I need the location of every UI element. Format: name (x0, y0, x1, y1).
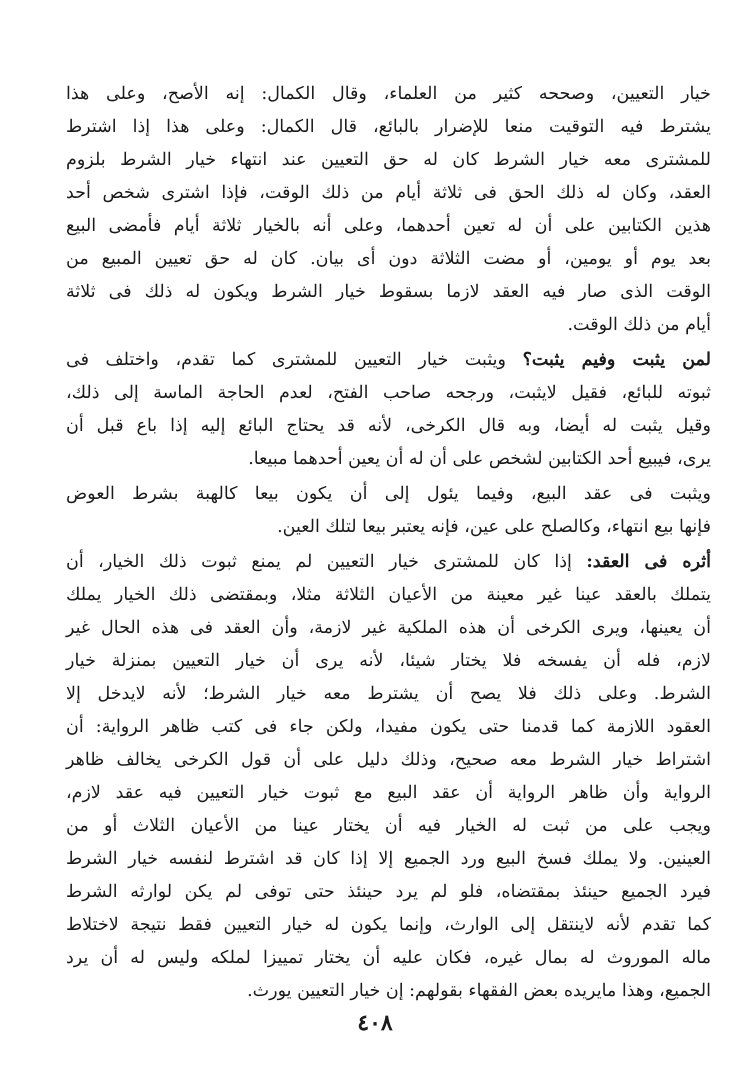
paragraph-lead: لمن يثبت وفيم يثبت؟ (522, 350, 712, 370)
text-line: الشرط. وعلى ذلك فلا يصح أن يشترط معه خيار الشرط؛ لأنه لايدخل إلا (66, 684, 711, 704)
text-line: لازم، فله أن يفسخه فلا يختار شيئا، لأنه يرى أن خيار التعيين بمنزلة خيار (66, 651, 711, 671)
text-line: الرواية وأن ظاهر الرواية أن عقد البيع مع ثبوت خيار التعيين فيه عقد لازم، (66, 783, 711, 803)
text-line (66, 344, 711, 377)
text-line: ثبوته للبائع، فقيل لايثبت، ورجحه صاحب الفتح، لعدم الحاجة الماسة إلى ذلك، (66, 383, 711, 403)
text-line: يتملك بالعقد عينا غير معينة من الأعيان الثلاثة مثلا، وبمقتضى ذلك الخيار يملك (66, 585, 711, 605)
text-line: خيار التعيين، وصححه كثير من العلماء، وقال الكمال: إنه الأصح، وعلى هذا (66, 84, 711, 104)
text-line: ماله الموروث له بمال غيره، فكان عليه أن يختار تمييزا لملكه وليس له أن يرد (66, 948, 711, 968)
text-line: الجميع، وهذا مايريده بعض الفقهاء بقولهم: إن خيار التعيين يورث. (247, 981, 711, 1001)
text-line: هذين الكتابين على أن له تعين أحدهما، وعلى أنه بالخيار ثلاثة أيام فأمضى البيع (66, 216, 711, 236)
text-line: يشترط فيه التوقيت منعا للإضرار بالبائع، قال الكمال: وعلى هذا إذا اشترط (66, 117, 711, 137)
text-line: العقد، وكان له ذلك الحق فى ثلاثة أيام من ذلك الوقت، فإذا اشترى شخص أحد (66, 183, 711, 203)
text-line: فإنها بيع انتهاء، وكالصلح على عين، فإنه يعتبر بيعا لتلك العين. (277, 517, 711, 537)
text-line: فيرد الجميع حينئذ بمقتضاه، فلو لم يرد حينئذ حتى توفى لم يكن لوارثه الشرط (66, 882, 711, 902)
paragraph-1 (66, 78, 711, 342)
text-line-rest: ويثبت خيار التعيين للمشترى كما تقدم، واختلف فى (66, 350, 523, 370)
text-line: العقود اللازمة كما قدمنا حتى يكون مفيدا، ولكن جاء فى كتب ظاهر الرواية: أن (66, 717, 711, 737)
text-line: اشتراط خيار الشرط معه صحيح، وذلك دليل على أن قول الكرخى يخالف ظاهر (66, 750, 711, 770)
paragraph-2 (66, 344, 711, 476)
text-line: يرى، فيبيع أحد الكتابين لشخص على أن له أن يعين أحدهما مبيعا. (248, 449, 711, 469)
text-line: ويجب على من ثبت له الخيار فيه أن يختار عينا من الأعيان الثلاث أو من (66, 816, 711, 836)
paragraph-4 (66, 546, 711, 1008)
text-line: أن يعينها، ويرى الكرخى أن هذه الملكية غير لازمة، وأن العقد فى هذه الحال غير (66, 618, 711, 638)
text-line: الوقت الذى صار فيه العقد لازما بسقوط خيار الشرط ويكون له ذلك فى ثلاثة (66, 282, 711, 302)
text-line: بعد يوم أو يومين، أو مضت الثلاثة دون أى بيان. كان له حق تعيين المبيع من (66, 249, 711, 269)
text-line: أيام من ذلك الوقت. (567, 315, 711, 335)
text-line: كما تقدم لأنه لاينتقل إلى الوارث، وإنما يكون له خيار التعيين فقط نتيجة لاختلاط (66, 915, 711, 935)
paragraph-3 (66, 478, 711, 544)
page-number: ٤٠٨ (357, 1010, 393, 1036)
body-text (66, 78, 711, 1008)
text-line-rest: إذا كان للمشترى خيار التعيين لم يمنع ثبوت ذلك الخيار، أن (66, 552, 587, 572)
text-line: ويثبت فى عقد البيع، وفيما يئول إلى أن يكون بيعا كالهبة بشرط العوض (66, 484, 711, 504)
paragraph-lead: أثره فى العقد: (586, 552, 711, 572)
text-line (66, 546, 711, 579)
text-line: العينين. ولا يملك فسخ البيع ورد الجميع إلا إذا كان قد اشترط لنفسه خيار الشرط (66, 849, 711, 869)
text-line: وقيل يثبت له أيضا، وبه قال الكرخى، لأنه قد يحتاج البائع إليه إذا باع قبل أن (66, 416, 711, 436)
text-line: للمشترى معه خيار الشرط كان له حق التعيين عند انتهاء خيار الشرط بلزوم (66, 150, 711, 170)
